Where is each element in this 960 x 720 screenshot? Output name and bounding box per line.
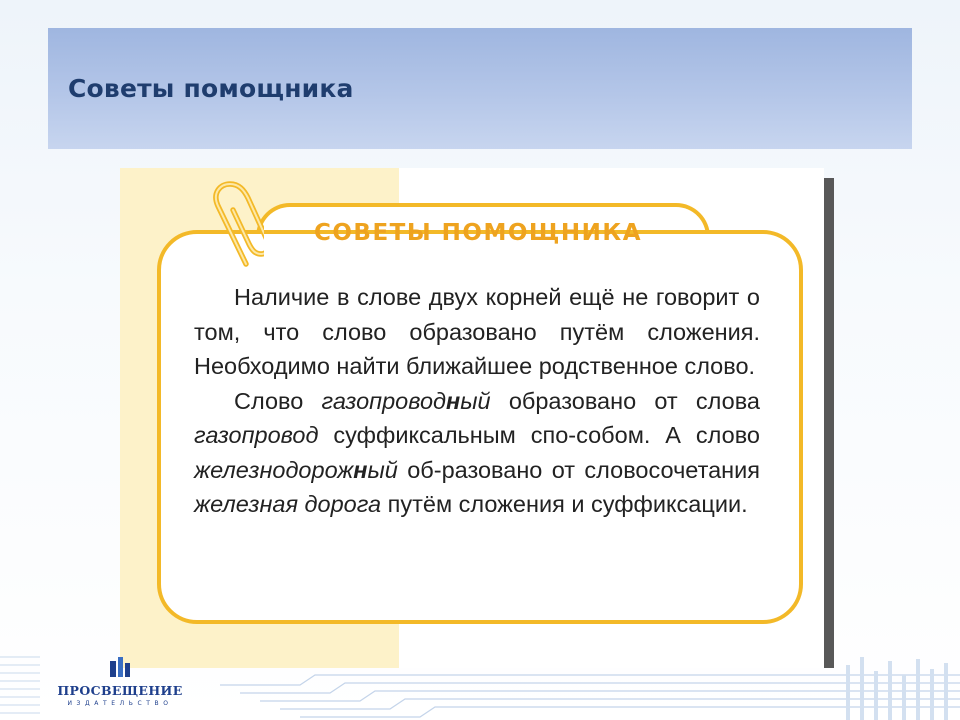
textbook-card — [120, 168, 824, 668]
p2-text-3: суффиксальным спо-собом. А слово — [318, 422, 760, 448]
p2-text-1: Слово — [234, 387, 322, 414]
p2-word-3-stem: железнодорож — [194, 456, 354, 483]
p2-word-1-suffix: н — [446, 387, 461, 414]
publisher-name: ПРОСВЕЩЕНИЕ — [57, 683, 183, 698]
advice-paragraph-2 — [194, 384, 760, 522]
p2-word-1 — [322, 388, 491, 414]
frame-tab-title: СОВЕТЫ ПОМОЩНИКА — [313, 220, 643, 246]
p2-text-5: путём сложения и суффиксации. — [381, 491, 748, 517]
p2-word-2: газопровод — [194, 422, 319, 448]
p2-word-3-ending: ый — [367, 456, 398, 483]
publisher-emblem-icon — [108, 655, 132, 679]
p2-word-1-ending: ый — [460, 387, 491, 414]
p2-text-2: образовано от слова — [490, 387, 760, 414]
p2-word-1-stem: газопровод — [321, 387, 447, 414]
slide-header — [48, 28, 912, 149]
p2-word-3-suffix: н — [353, 456, 368, 483]
paperclip-icon — [206, 180, 264, 270]
p2-text-4: об-разовано от словосочетания — [397, 456, 760, 483]
advice-text — [194, 280, 760, 522]
p2-word-4: железная дорога — [194, 491, 382, 517]
publisher-subtitle: ИЗДАТЕЛЬСТВО — [67, 700, 173, 707]
slide-title: Советы помощника — [68, 74, 354, 103]
advice-paragraph-1: Наличие в слове двух корней ещё не говорит о том, что слово образовано путём сложения. Необходимо найти ближайшее родственное слово. — [194, 284, 760, 379]
publisher-logo — [52, 655, 192, 715]
p2-word-3 — [194, 457, 398, 483]
